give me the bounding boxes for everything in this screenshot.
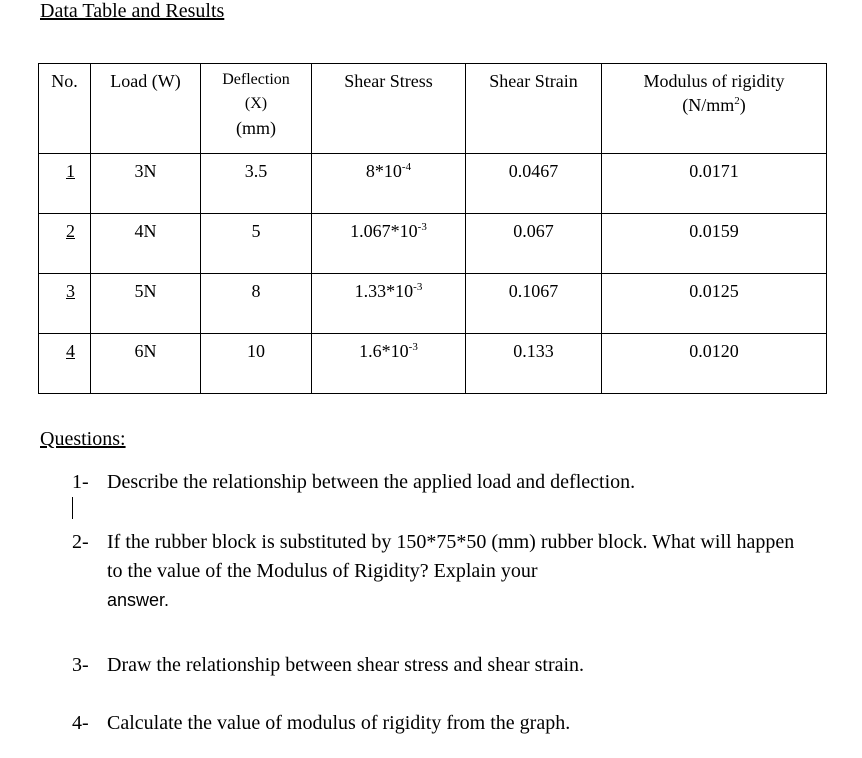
modulus-cell: 0.0159 (602, 214, 827, 274)
modulus-cell: 0.0125 (602, 274, 827, 334)
question-4 (72, 709, 832, 738)
question-text: Calculate the value of modulus of rigidity from the graph. (107, 712, 571, 734)
question-2 (72, 528, 832, 618)
table-row (39, 154, 827, 214)
header-deflection-line3: (mm) (236, 118, 276, 138)
shear-strain-cell: 0.0467 (466, 154, 602, 214)
row-number: 1 (39, 154, 91, 214)
header-no: No. (39, 64, 91, 154)
modulus-cell: 0.0120 (602, 334, 827, 394)
header-modulus (602, 64, 827, 154)
deflection-cell: 8 (201, 274, 312, 334)
header-modulus-line2: $(N/mm^2)$ (682, 95, 746, 115)
question-text-end: answer. (107, 590, 170, 610)
row-number: 2 (39, 214, 91, 274)
question-text: If the rubber block is substituted by 150*75*50 (mm) rubber block. What will happen to the value of the Modulus of Rigidity? Explain your answer. (107, 531, 795, 610)
row-number: 3 (39, 274, 91, 334)
question-1 (72, 468, 832, 497)
question-3 (72, 651, 832, 680)
header-deflection-line1: Deflection (222, 71, 290, 88)
question-number: 4- (72, 712, 89, 734)
header-shear-stress: Shear Stress (312, 64, 466, 154)
load-cell: 4N (91, 214, 201, 274)
question-text: Describe the relationship between the applied load and deflection. (107, 471, 636, 493)
table-row (39, 334, 827, 394)
page-title: Data Table and Results (40, 0, 225, 22)
deflection-cell: 3.5 (201, 154, 312, 214)
load-cell: 6N (91, 334, 201, 394)
shear-stress-cell: $1.067*10^{-3}$ (312, 214, 466, 274)
header-load: Load (W) (91, 64, 201, 154)
shear-stress-cell: $1.33*10^{-3}$ (312, 274, 466, 334)
table-header-row (39, 64, 827, 154)
header-shear-strain: Shear Strain (466, 64, 602, 154)
deflection-cell: 5 (201, 214, 312, 274)
question-number: 1- (72, 471, 89, 493)
question-number: 2- (72, 531, 89, 553)
question-number: 3- (72, 654, 89, 676)
shear-stress-cell: $8*10^{-4}$ (312, 154, 466, 214)
table-row (39, 214, 827, 274)
shear-stress-cell: $1.6*10^{-3}$ (312, 334, 466, 394)
row-number: 4 (39, 334, 91, 394)
questions-title: Questions: (40, 428, 126, 450)
question-text: Draw the relationship between shear stress and shear strain. (107, 654, 585, 676)
deflection-cell: 10 (201, 334, 312, 394)
header-deflection-line2: (X) (244, 95, 268, 112)
header-deflection (201, 64, 312, 154)
shear-strain-cell: 0.133 (466, 334, 602, 394)
shear-strain-cell: 0.067 (466, 214, 602, 274)
modulus-cell: 0.0171 (602, 154, 827, 214)
shear-strain-cell: 0.1067 (466, 274, 602, 334)
load-cell: 3N (91, 154, 201, 214)
load-cell: 5N (91, 274, 201, 334)
text-cursor (72, 497, 73, 519)
table-row (39, 274, 827, 334)
header-modulus-line1: Modulus of rigidity (643, 71, 785, 91)
results-table (38, 63, 827, 394)
